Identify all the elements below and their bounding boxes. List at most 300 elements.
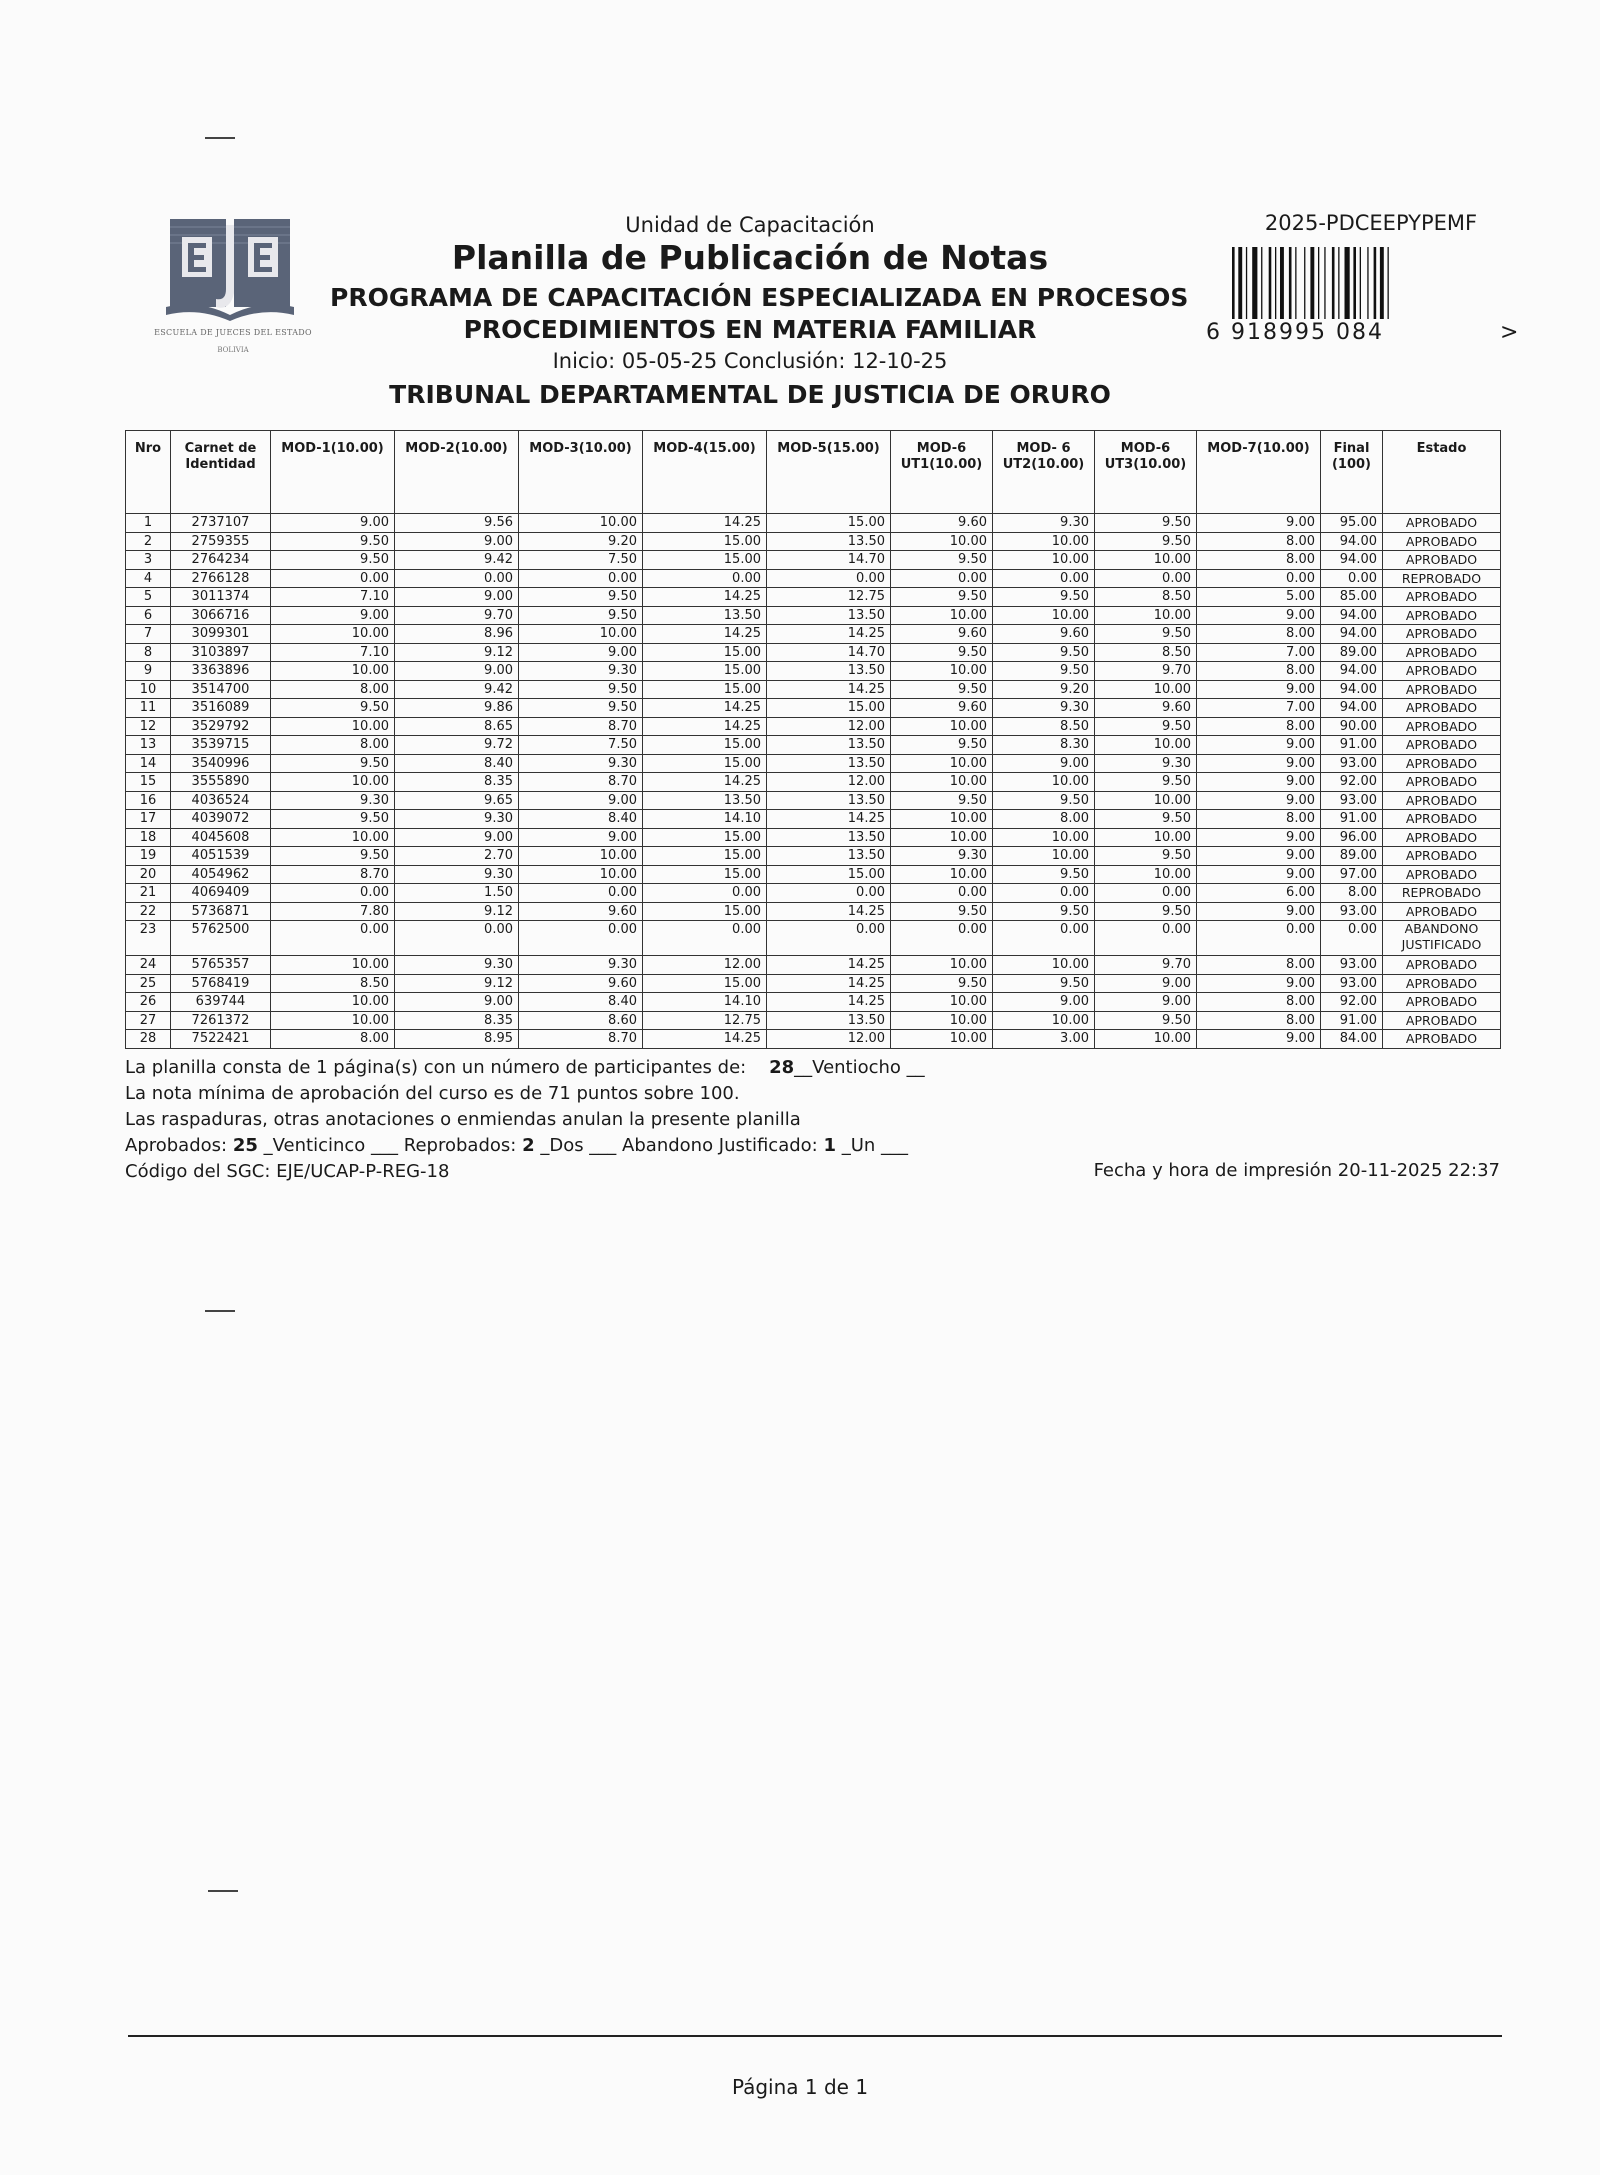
grade-cell: 9.50: [891, 902, 993, 921]
approved-label: Aprobados:: [125, 1135, 228, 1156]
final-grade: 94.00: [1321, 551, 1383, 570]
grade-cell: 9.30: [395, 810, 519, 829]
column-header: Carnet de Identidad: [171, 431, 271, 514]
final-grade: 95.00: [1321, 514, 1383, 533]
abandon-count: 1: [823, 1135, 836, 1156]
grade-cell: 14.25: [643, 514, 767, 533]
grade-cell: 14.25: [767, 810, 891, 829]
grade-cell: 0.00: [519, 921, 643, 956]
table-row: [126, 606, 1501, 625]
grade-cell: 15.00: [767, 699, 891, 718]
id-number: 3540996: [171, 754, 271, 773]
grade-cell: 9.00: [395, 588, 519, 607]
participants-words: __Ventiocho __: [794, 1057, 925, 1078]
grade-cell: 8.00: [993, 810, 1095, 829]
grade-cell: 10.00: [891, 1030, 993, 1049]
row-number: 7: [126, 625, 171, 644]
grade-cell: 9.30: [395, 865, 519, 884]
final-grade: 93.00: [1321, 754, 1383, 773]
grade-cell: 13.50: [767, 606, 891, 625]
row-number: 6: [126, 606, 171, 625]
id-number: 3555890: [171, 773, 271, 792]
grade-cell: 13.50: [643, 606, 767, 625]
grade-cell: 14.25: [767, 625, 891, 644]
grade-cell: 14.70: [767, 643, 891, 662]
grade-cell: 7.50: [519, 736, 643, 755]
page-number: Página 1 de 1: [731, 2075, 869, 2099]
grade-cell: 10.00: [519, 625, 643, 644]
grade-cell: 9.00: [519, 791, 643, 810]
grade-cell: 10.00: [993, 828, 1095, 847]
barcode-icon: [1230, 247, 1470, 319]
grade-cell: 8.00: [1197, 1011, 1321, 1030]
final-grade: 93.00: [1321, 974, 1383, 993]
grade-cell: 9.50: [519, 606, 643, 625]
grade-cell: 0.00: [271, 921, 395, 956]
table-row: [126, 1030, 1501, 1049]
grade-cell: 10.00: [993, 606, 1095, 625]
grade-cell: 9.30: [519, 956, 643, 975]
row-number: 27: [126, 1011, 171, 1030]
id-number: 3363896: [171, 662, 271, 681]
status-cell: APROBADO: [1383, 828, 1501, 847]
grade-cell: 9.00: [395, 993, 519, 1012]
grade-cell: 10.00: [1095, 606, 1197, 625]
grade-cell: 2.70: [395, 847, 519, 866]
id-number: 5765357: [171, 956, 271, 975]
column-header: MOD-6 UT1(10.00): [891, 431, 993, 514]
table-row: [126, 699, 1501, 718]
grade-cell: 9.30: [993, 699, 1095, 718]
grade-cell: 13.50: [643, 791, 767, 810]
grade-cell: 8.00: [1197, 717, 1321, 736]
final-grade: 94.00: [1321, 625, 1383, 644]
status-cell: APROBADO: [1383, 625, 1501, 644]
status-cell: APROBADO: [1383, 736, 1501, 755]
table-row: [126, 993, 1501, 1012]
grade-cell: 9.12: [395, 902, 519, 921]
table-row: [126, 902, 1501, 921]
table-row: [126, 974, 1501, 993]
grade-cell: 9.30: [271, 791, 395, 810]
id-number: 639744: [171, 993, 271, 1012]
row-number: 3: [126, 551, 171, 570]
grade-cell: 9.50: [891, 680, 993, 699]
page-title: Planilla de Publicación de Notas: [451, 238, 1049, 277]
barcode-bar: [1280, 247, 1284, 319]
grade-cell: 12.75: [643, 1011, 767, 1030]
table-row: [126, 956, 1501, 975]
grade-cell: 9.50: [1095, 717, 1197, 736]
barcode-bar: [1269, 247, 1272, 319]
grade-cell: 7.00: [1197, 643, 1321, 662]
grade-cell: 10.00: [271, 956, 395, 975]
grade-cell: 9.50: [519, 588, 643, 607]
row-number: 13: [126, 736, 171, 755]
status-cell: APROBADO: [1383, 643, 1501, 662]
grade-cell: 9.70: [395, 606, 519, 625]
grade-cell: 13.50: [767, 791, 891, 810]
final-grade: 92.00: [1321, 773, 1383, 792]
grade-cell: 15.00: [643, 551, 767, 570]
status-cell: APROBADO: [1383, 532, 1501, 551]
grade-cell: 15.00: [643, 532, 767, 551]
final-grade: 93.00: [1321, 791, 1383, 810]
final-grade: 94.00: [1321, 532, 1383, 551]
grade-cell: 9.50: [1095, 847, 1197, 866]
final-grade: 90.00: [1321, 717, 1383, 736]
grade-cell: 9.00: [519, 828, 643, 847]
id-number: 4051539: [171, 847, 271, 866]
grade-cell: 14.70: [767, 551, 891, 570]
grade-cell: 9.50: [1095, 532, 1197, 551]
grade-cell: 9.50: [1095, 773, 1197, 792]
id-number: 7261372: [171, 1011, 271, 1030]
grade-cell: 9.50: [271, 754, 395, 773]
grade-cell: 10.00: [891, 662, 993, 681]
status-cell: APROBADO: [1383, 1030, 1501, 1049]
id-number: 4069409: [171, 884, 271, 903]
barcode-bar: [1338, 247, 1339, 319]
barcode-bar: [1261, 247, 1262, 319]
status-cell: APROBADO: [1383, 662, 1501, 681]
status-cell: REPROBADO: [1383, 569, 1501, 588]
summary-line: [125, 1133, 925, 1159]
table-row: [126, 569, 1501, 588]
grades-table: [125, 430, 1501, 1049]
final-grade: 89.00: [1321, 847, 1383, 866]
grade-cell: 10.00: [519, 847, 643, 866]
grade-cell: 0.00: [767, 884, 891, 903]
print-timestamp: Fecha y hora de impresión 20-11-2025 22:37: [1093, 1160, 1500, 1181]
column-header: MOD-2(10.00): [395, 431, 519, 514]
grade-cell: 9.30: [395, 956, 519, 975]
grade-cell: 9.60: [993, 625, 1095, 644]
grade-cell: 8.50: [271, 974, 395, 993]
column-header: MOD-1(10.00): [271, 431, 395, 514]
program-title-line2: PROCEDIMIENTOS EN MATERIA FAMILIAR: [463, 315, 1037, 344]
table-row: [126, 884, 1501, 903]
grade-cell: 9.30: [891, 847, 993, 866]
row-number: 26: [126, 993, 171, 1012]
status-cell: APROBADO: [1383, 754, 1501, 773]
grade-cell: 8.35: [395, 773, 519, 792]
grade-cell: 14.10: [643, 810, 767, 829]
sgc-code: Código del SGC: EJE/UCAP-P-REG-18: [125, 1161, 450, 1182]
grade-cell: 10.00: [271, 1011, 395, 1030]
id-number: 4045608: [171, 828, 271, 847]
grade-cell: 9.00: [993, 754, 1095, 773]
status-cell: APROBADO: [1383, 514, 1501, 533]
grade-cell: 14.25: [643, 588, 767, 607]
grade-cell: 9.30: [1095, 754, 1197, 773]
status-cell: APROBADO: [1383, 551, 1501, 570]
status-cell: ABANDONO JUSTIFICADO: [1383, 921, 1501, 956]
status-cell: APROBADO: [1383, 810, 1501, 829]
status-cell: APROBADO: [1383, 847, 1501, 866]
institution-logo: [138, 210, 328, 370]
status-cell: APROBADO: [1383, 699, 1501, 718]
grade-cell: 15.00: [643, 754, 767, 773]
grade-cell: 8.70: [519, 773, 643, 792]
status-cell: APROBADO: [1383, 993, 1501, 1012]
grade-cell: 8.00: [1197, 956, 1321, 975]
grade-cell: 0.00: [519, 884, 643, 903]
final-grade: 91.00: [1321, 736, 1383, 755]
grade-cell: 8.00: [271, 680, 395, 699]
grade-cell: 15.00: [643, 847, 767, 866]
grade-cell: 9.00: [1197, 606, 1321, 625]
row-number: 8: [126, 643, 171, 662]
grade-cell: 15.00: [767, 865, 891, 884]
grade-cell: 9.00: [1197, 974, 1321, 993]
row-number: 10: [126, 680, 171, 699]
table-row: [126, 643, 1501, 662]
table-row: [126, 828, 1501, 847]
grade-cell: 10.00: [1095, 791, 1197, 810]
barcode-bar: [1232, 247, 1235, 319]
column-header: MOD-6 UT3(10.00): [1095, 431, 1197, 514]
grade-cell: 8.60: [519, 1011, 643, 1030]
id-number: 4039072: [171, 810, 271, 829]
grade-cell: 0.00: [993, 884, 1095, 903]
participants-count: 28: [769, 1057, 795, 1078]
grade-cell: 0.00: [643, 921, 767, 956]
grade-cell: 9.50: [993, 588, 1095, 607]
grade-cell: 8.00: [1197, 993, 1321, 1012]
grade-cell: 8.00: [271, 1030, 395, 1049]
final-grade: 92.00: [1321, 993, 1383, 1012]
grade-cell: 10.00: [993, 773, 1095, 792]
id-number: 7522421: [171, 1030, 271, 1049]
final-grade: 94.00: [1321, 606, 1383, 625]
column-header: MOD-7(10.00): [1197, 431, 1321, 514]
grade-cell: 14.25: [767, 902, 891, 921]
grade-cell: 14.25: [767, 680, 891, 699]
grade-cell: 8.70: [271, 865, 395, 884]
row-number: 1: [126, 514, 171, 533]
grade-cell: 14.10: [643, 993, 767, 1012]
grade-cell: 12.00: [767, 1030, 891, 1049]
grade-cell: 10.00: [1095, 736, 1197, 755]
status-cell: APROBADO: [1383, 717, 1501, 736]
grade-cell: 10.00: [271, 993, 395, 1012]
grade-cell: 7.10: [271, 643, 395, 662]
grade-cell: 12.00: [767, 773, 891, 792]
grade-cell: 14.25: [643, 1030, 767, 1049]
grade-cell: 9.00: [519, 643, 643, 662]
grade-cell: 9.50: [271, 532, 395, 551]
table-header-row: [126, 431, 1501, 514]
grade-cell: 9.00: [1197, 773, 1321, 792]
table-row: [126, 754, 1501, 773]
grade-cell: 8.00: [1197, 551, 1321, 570]
final-grade: 85.00: [1321, 588, 1383, 607]
grade-cell: 9.70: [1095, 956, 1197, 975]
grade-cell: 9.00: [1197, 754, 1321, 773]
grade-cell: 8.40: [519, 810, 643, 829]
grade-cell: 14.25: [643, 717, 767, 736]
id-number: 3066716: [171, 606, 271, 625]
final-grade: 96.00: [1321, 828, 1383, 847]
grade-cell: 9.60: [891, 699, 993, 718]
final-grade: 94.00: [1321, 662, 1383, 681]
table-row: [126, 514, 1501, 533]
barcode-bar: [1289, 247, 1292, 319]
grade-cell: 10.00: [891, 773, 993, 792]
grade-cell: 9.30: [993, 514, 1095, 533]
final-grade: 94.00: [1321, 680, 1383, 699]
grade-cell: 9.50: [993, 902, 1095, 921]
grade-cell: 8.00: [1197, 810, 1321, 829]
unit-name: Unidad de Capacitación: [625, 213, 875, 237]
grade-cell: 10.00: [891, 532, 993, 551]
notes-section: [125, 1055, 925, 1185]
grade-cell: 9.00: [395, 828, 519, 847]
grade-cell: 15.00: [643, 902, 767, 921]
grade-cell: 9.50: [993, 662, 1095, 681]
grade-cell: 10.00: [993, 1011, 1095, 1030]
grade-cell: 0.00: [993, 921, 1095, 956]
grade-cell: 8.95: [395, 1030, 519, 1049]
grade-cell: 14.25: [643, 773, 767, 792]
grade-cell: 10.00: [891, 828, 993, 847]
row-number: 2: [126, 532, 171, 551]
grade-cell: 0.00: [993, 569, 1095, 588]
row-number: 16: [126, 791, 171, 810]
grade-cell: 9.00: [1197, 791, 1321, 810]
grade-cell: 14.25: [643, 625, 767, 644]
table-row: [126, 921, 1501, 956]
grade-cell: 9.60: [891, 514, 993, 533]
grade-cell: 10.00: [519, 865, 643, 884]
table-row: [126, 847, 1501, 866]
barcode-bar: [1318, 247, 1319, 319]
failed-words: _Dos ___: [540, 1135, 617, 1156]
failed-count: 2: [522, 1135, 535, 1156]
grade-cell: 9.00: [1197, 902, 1321, 921]
grade-cell: 12.75: [767, 588, 891, 607]
grade-cell: 9.50: [271, 699, 395, 718]
grade-cell: 9.00: [1197, 847, 1321, 866]
row-number: 21: [126, 884, 171, 903]
grade-cell: 9.50: [891, 974, 993, 993]
grade-cell: 9.60: [519, 974, 643, 993]
final-grade: 91.00: [1321, 1011, 1383, 1030]
grade-cell: 3.00: [993, 1030, 1095, 1049]
grade-cell: 10.00: [993, 847, 1095, 866]
final-grade: 84.00: [1321, 1030, 1383, 1049]
grade-cell: 10.00: [891, 754, 993, 773]
row-number: 17: [126, 810, 171, 829]
barcode-bar: [1332, 247, 1335, 319]
id-number: 2759355: [171, 532, 271, 551]
barcode-bar: [1345, 247, 1350, 319]
final-grade: 0.00: [1321, 569, 1383, 588]
grade-cell: 10.00: [993, 551, 1095, 570]
grade-cell: 0.00: [643, 884, 767, 903]
grade-cell: 13.50: [767, 662, 891, 681]
grade-cell: 7.50: [519, 551, 643, 570]
grade-cell: 9.42: [395, 680, 519, 699]
grade-cell: 9.50: [891, 643, 993, 662]
grade-cell: 9.12: [395, 974, 519, 993]
grade-cell: 9.50: [993, 865, 1095, 884]
grade-cell: 9.86: [395, 699, 519, 718]
row-number: 14: [126, 754, 171, 773]
row-number: 19: [126, 847, 171, 866]
grade-cell: 0.00: [891, 921, 993, 956]
status-cell: APROBADO: [1383, 680, 1501, 699]
grade-cell: 9.00: [1197, 736, 1321, 755]
grade-cell: 8.40: [519, 993, 643, 1012]
table-row: [126, 662, 1501, 681]
grade-cell: 0.00: [1095, 921, 1197, 956]
table-row: [126, 588, 1501, 607]
grade-cell: 7.00: [1197, 699, 1321, 718]
grade-cell: 0.00: [767, 921, 891, 956]
grade-cell: 15.00: [643, 828, 767, 847]
final-grade: 91.00: [1321, 810, 1383, 829]
grade-cell: 9.30: [519, 662, 643, 681]
grade-cell: 10.00: [993, 956, 1095, 975]
logo-caption: ESCUELA DE JUECES DEL ESTADO: [154, 328, 312, 337]
grade-cell: 9.00: [993, 993, 1095, 1012]
grade-cell: 9.50: [1095, 902, 1197, 921]
approved-words: _Venticinco ___: [263, 1135, 399, 1156]
table-row: [126, 625, 1501, 644]
grade-cell: 0.00: [395, 921, 519, 956]
status-cell: REPROBADO: [1383, 884, 1501, 903]
scan-mark: [208, 1890, 238, 1892]
course-dates: Inicio: 05-05-25 Conclusión: 12-10-25: [552, 349, 948, 373]
barcode-bar: [1374, 247, 1377, 319]
failed-label: Reprobados:: [403, 1135, 517, 1156]
table-row: [126, 810, 1501, 829]
final-grade: 0.00: [1321, 921, 1383, 956]
grade-cell: 8.00: [271, 736, 395, 755]
grade-cell: 5.00: [1197, 588, 1321, 607]
grade-cell: 9.30: [519, 754, 643, 773]
row-number: 28: [126, 1030, 171, 1049]
grade-cell: 13.50: [767, 1011, 891, 1030]
status-cell: APROBADO: [1383, 606, 1501, 625]
id-number: 4054962: [171, 865, 271, 884]
column-header: Final (100): [1321, 431, 1383, 514]
status-cell: APROBADO: [1383, 1011, 1501, 1030]
grade-cell: 10.00: [1095, 828, 1197, 847]
grade-cell: 8.70: [519, 1030, 643, 1049]
grade-cell: 9.60: [891, 625, 993, 644]
final-grade: 8.00: [1321, 884, 1383, 903]
grade-cell: 9.50: [993, 643, 1095, 662]
id-number: 2764234: [171, 551, 271, 570]
grade-cell: 9.65: [395, 791, 519, 810]
final-grade: 93.00: [1321, 956, 1383, 975]
grade-cell: 9.50: [891, 588, 993, 607]
grade-cell: 14.25: [767, 974, 891, 993]
barcode-number: 6 918995 084: [1206, 320, 1384, 345]
table-row: [126, 865, 1501, 884]
row-number: 9: [126, 662, 171, 681]
id-number: 3529792: [171, 717, 271, 736]
grade-cell: 9.00: [1095, 974, 1197, 993]
table-row: [126, 736, 1501, 755]
barcode-bar: [1275, 247, 1276, 319]
grade-cell: 8.96: [395, 625, 519, 644]
grade-cell: 9.00: [395, 532, 519, 551]
grade-cell: 9.42: [395, 551, 519, 570]
